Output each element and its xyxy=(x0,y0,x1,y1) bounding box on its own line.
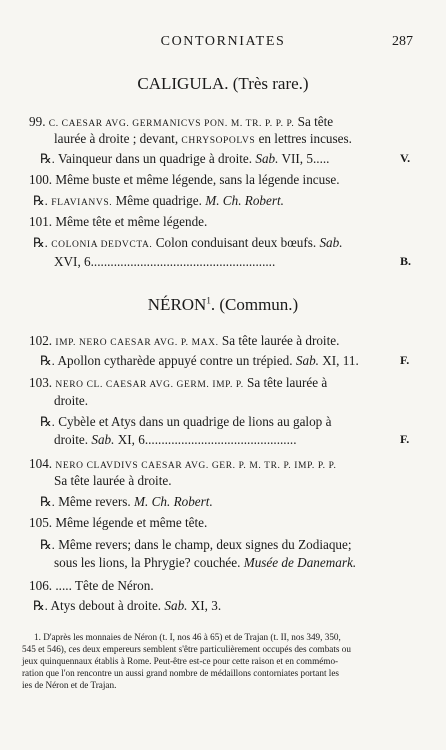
reference-number: XI, 3. xyxy=(190,598,222,613)
reference: Sab. xyxy=(295,353,319,368)
reverse-mark: ℞. xyxy=(40,494,55,509)
reverse-103-line1 xyxy=(40,414,331,430)
rarity-letter: V. xyxy=(400,151,411,165)
rarity-letter: F. xyxy=(400,353,410,367)
reverse-mark: ℞. xyxy=(33,193,48,208)
reverse-legend: FLAVIANVS. xyxy=(51,198,113,208)
entry-number: 102. xyxy=(29,333,53,348)
reverse-legend: COLONIA DEDVCTA. xyxy=(51,240,153,250)
footnote-line: 1. D'après les monnaies de Néron (t. I, nos 46 à 65) et de Trajan (t. II, nos 349, 350, xyxy=(34,632,341,642)
entry-99-line2 xyxy=(54,131,352,149)
footnote-line: 545 et 546), ces deux empereurs semblent s'être particulièrement occupés des combats ou xyxy=(22,644,351,654)
reverse-mark: ℞. xyxy=(33,235,48,250)
section-heading-tail: . (Commun.) xyxy=(210,295,299,314)
reference-number: VII, 5..... xyxy=(281,151,330,166)
reverse-text: Même revers. xyxy=(58,494,131,509)
entry-number: 104. xyxy=(29,456,53,471)
reference-number: XI, 6.............................................. xyxy=(117,432,297,447)
reverse-text: Même quadrige. xyxy=(115,193,202,208)
section-heading-neron xyxy=(0,295,446,315)
reverse-mark: ℞. xyxy=(40,414,55,429)
reverse-106 xyxy=(33,598,221,614)
reverse-101-line2: XVI, 6........................................................ xyxy=(54,254,276,269)
entry-101: 101. Même tête et même légende. xyxy=(29,214,208,229)
entry-105: 105. Même légende et même tête. xyxy=(29,515,208,530)
reverse-103-line2 xyxy=(54,432,297,448)
reverse-text: Atys debout à droite. xyxy=(50,598,162,613)
entry-106: 106. ..... Tête de Néron. xyxy=(29,578,154,593)
entry-104-line1 xyxy=(29,456,336,474)
reverse-mark: ℞. xyxy=(33,598,48,613)
entry-text: Sa tête xyxy=(297,114,334,129)
entry-legend: CHRYSOPOLVS xyxy=(181,136,256,146)
reverse-text: Colon conduisant deux bœufs. xyxy=(155,235,317,250)
entry-legend: NERO CL. CAESAR AVG. GERM. IMP. P. xyxy=(55,380,244,390)
entry-104-line2: Sa tête laurée à droite. xyxy=(54,473,172,488)
entry-legend: NERO CLAVDIVS CAESAR AVG. GER. P. M. TR. P. IMP. P. P. xyxy=(55,461,337,471)
reverse-text: Même revers; dans le champ, deux signes du Zodiaque; xyxy=(58,537,352,552)
reverse-102 xyxy=(40,353,359,369)
page-number: 287 xyxy=(392,34,413,49)
reverse-text: Apollon cytharède appuyé contre un trépied. xyxy=(57,353,293,368)
reference: Sab. xyxy=(319,235,343,250)
entry-99-line1 xyxy=(29,114,333,132)
reverse-text: droite. xyxy=(54,432,89,447)
reverse-mark: ℞. xyxy=(40,537,55,552)
reference: Sab. xyxy=(255,151,279,166)
rarity-letter: F. xyxy=(400,432,410,446)
reverse-101-line1 xyxy=(33,235,343,253)
reverse-text: sous les lions, la Phrygie? couchée. xyxy=(54,555,241,570)
footnote-ref: 1 xyxy=(206,295,211,306)
entry-text: laurée à droite ; devant, xyxy=(54,131,179,146)
reverse-100 xyxy=(33,193,284,211)
reference: M. Ch. Robert. xyxy=(205,193,284,208)
entry-100: 100. Même buste et même légende, sans la légende incuse. xyxy=(29,172,340,187)
section-heading-text: NÉRON xyxy=(147,295,207,314)
entry-number: 99. xyxy=(29,114,46,129)
running-head: CONTORNIATES xyxy=(160,34,286,49)
footnote-line: jeux quinquennaux établis à Rome. Peut-être est-ce pour cette raison et en commémo- xyxy=(22,656,339,666)
entry-102 xyxy=(29,333,339,351)
entry-text: Sa tête laurée à xyxy=(247,375,328,390)
reverse-text: Cybèle et Atys dans un quadrige de lions au galop à xyxy=(58,414,332,429)
reference: M. Ch. Robert. xyxy=(134,494,213,509)
rarity-letter: B. xyxy=(400,254,412,268)
reference: Sab. xyxy=(91,432,115,447)
reverse-mark: ℞. xyxy=(40,353,55,368)
reverse-105-line1 xyxy=(40,537,352,553)
entry-number: 103. xyxy=(29,375,53,390)
reverse-99 xyxy=(40,151,329,167)
entry-text: en lettres incuses. xyxy=(258,131,352,146)
reverse-105-line2 xyxy=(54,555,356,571)
reverse-104 xyxy=(40,494,213,510)
entry-legend: IMP. NERO CAESAR AVG. P. MAX. xyxy=(55,338,219,348)
footnote-line: ration que l'on rencontre un aussi grand nombre de médaillons contorniates portant les xyxy=(22,668,340,678)
section-heading-caligula: CALIGULA. (Très rare.) xyxy=(137,74,309,93)
reverse-mark: ℞. xyxy=(40,151,55,166)
reference: Musée de Danemark. xyxy=(243,555,357,570)
entry-legend: C. CAESAR AVG. GERMANICVS PON. M. TR. P. P. P. xyxy=(48,119,295,129)
footnote-line: ies de Néron et de Trajan. xyxy=(22,680,117,690)
reference: Sab. xyxy=(164,598,188,613)
reverse-text: Vainqueur dans un quadrige à droite. xyxy=(57,151,253,166)
entry-text: Sa tête laurée à droite. xyxy=(221,333,340,348)
reference-number: XI, 11. xyxy=(322,353,359,368)
entry-103-line1 xyxy=(29,375,327,393)
entry-103-line2: droite. xyxy=(54,393,89,408)
